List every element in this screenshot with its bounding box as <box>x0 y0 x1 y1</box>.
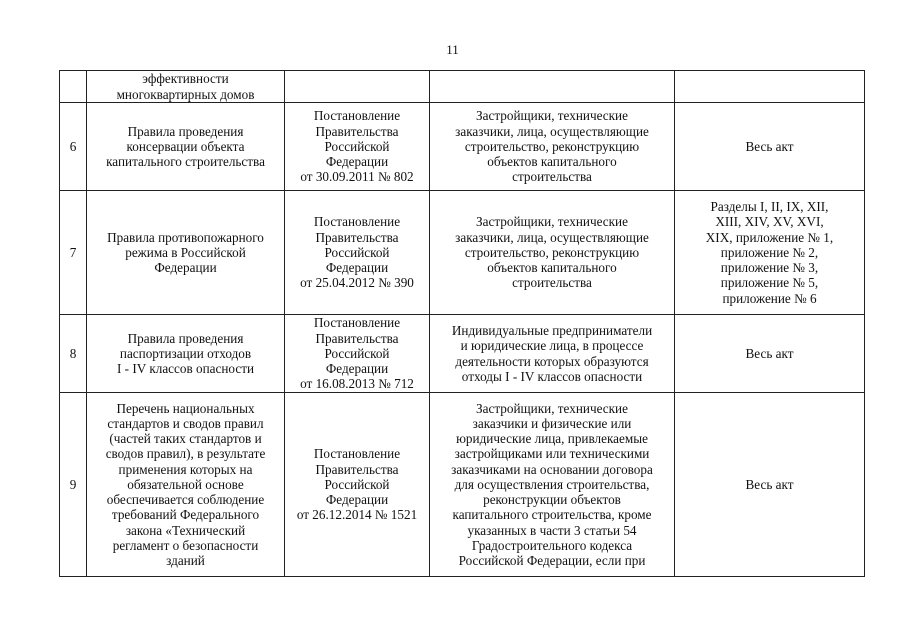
table-row <box>60 191 865 315</box>
row-number-cell: 7 <box>60 191 87 315</box>
cell-text-line: Застройщики, технические <box>476 108 628 124</box>
cell-text-line: капитального строительства <box>106 154 265 170</box>
cell-text-line: режима в Российской <box>125 244 246 260</box>
legal-act-cell <box>285 393 430 577</box>
cell-text-line: сводов правил), в результате <box>105 446 266 462</box>
cell-text-line: строительства <box>512 169 592 185</box>
cell-text-line: Правила противопожарного <box>107 229 264 245</box>
cell-text-line: Весь акт <box>745 138 794 154</box>
obliged-subjects-cell <box>430 103 675 191</box>
cell-text-line: заказчики, лица, осуществляющие <box>455 123 649 139</box>
legal-act-cell <box>285 103 430 191</box>
cell-text-line: отходы I - IV классов опасности <box>461 368 643 384</box>
cell-text-line: Градостроительного кодекса <box>471 537 633 553</box>
cell-text-line: Правила проведения <box>127 330 244 346</box>
cell-text-line: Весь акт <box>745 345 794 361</box>
cell-text-line: от 16.08.2013 № 712 <box>300 376 414 392</box>
cell-text-line: Российской <box>324 476 390 492</box>
cell-text-line: приложение № 3, <box>720 260 819 276</box>
document-name-cell <box>87 71 285 103</box>
cell-text-line: Федерации <box>154 260 217 276</box>
cell-text-line: Индивидуальные предприниматели <box>451 323 653 339</box>
cell-text-line: Разделы I, II, IX, XII, <box>710 199 829 215</box>
cell-text-line: (частей таких стандартов и <box>109 431 262 447</box>
cell-text-line: от 30.09.2011 № 802 <box>300 169 414 185</box>
cell-text-line: Постановление <box>313 446 401 462</box>
document-name-cell <box>87 393 285 577</box>
legal-act-cell <box>285 71 430 103</box>
document-name-cell <box>87 315 285 393</box>
obliged-subjects-cell <box>430 191 675 315</box>
cell-text-line: Правительства <box>315 330 399 346</box>
cell-text-line: объектов капитального <box>487 154 617 170</box>
scope-cell <box>675 103 865 191</box>
row-number-cell: 9 <box>60 393 87 577</box>
cell-text-line: строительство, реконструкцию <box>464 244 640 260</box>
cell-text-line: заказчики и физические или <box>472 416 632 432</box>
document-name-cell <box>87 191 285 315</box>
cell-text-line: Весь акт <box>745 476 794 492</box>
cell-text-line: Российской Федерации, если при <box>458 552 646 568</box>
cell-text-line: и юридические лица, в процессе <box>460 338 644 354</box>
cell-text-line: закона «Технический <box>125 522 246 538</box>
cell-text-line: зданий <box>166 552 205 568</box>
cell-text-line: XIX, приложение № 1, <box>705 229 834 245</box>
cell-text-line: приложение № 5, <box>720 275 819 291</box>
cell-text-line: деятельности которых образуются <box>455 353 649 369</box>
row-number-cell <box>60 71 87 103</box>
cell-text-line: строительство, реконструкцию <box>464 138 640 154</box>
cell-text-line: объектов капитального <box>487 260 617 276</box>
scope-cell <box>675 191 865 315</box>
scope-cell <box>675 393 865 577</box>
obliged-subjects-cell <box>430 393 675 577</box>
cell-text-line: от 25.04.2012 № 390 <box>300 275 414 291</box>
cell-text-line: Правила проведения <box>127 123 244 139</box>
cell-text-line: Федерации <box>325 361 389 377</box>
cell-text-line: требований Федерального <box>111 507 260 523</box>
row-number-cell: 6 <box>60 103 87 191</box>
cell-text-line: Постановление <box>313 214 401 230</box>
cell-text-line: строительства <box>512 275 592 291</box>
table-row <box>60 315 865 393</box>
cell-text-line: Застройщики, технические <box>476 400 628 416</box>
legal-act-cell <box>285 315 430 393</box>
cell-text-line: приложение № 2, <box>720 244 819 260</box>
scope-cell <box>675 71 865 103</box>
cell-text-line: Федерации <box>325 154 389 170</box>
cell-text-line: заказчики, лица, осуществляющие <box>455 229 649 245</box>
cell-text-line: заказчиками на основании договора <box>451 461 653 477</box>
cell-text-line: Перечень национальных <box>116 400 255 416</box>
cell-text-line: консервации объекта <box>126 138 245 154</box>
legal-act-cell <box>285 191 430 315</box>
cell-text-line: Постановление <box>313 108 401 124</box>
obliged-subjects-cell <box>430 71 675 103</box>
cell-text-line: XIII, XIV, XV, XVI, <box>715 214 824 230</box>
cell-text-line: указанных в части 3 статьи 54 <box>467 522 637 538</box>
cell-text-line: Федерации <box>325 492 389 508</box>
cell-text-line: Российской <box>324 345 390 361</box>
cell-text-line: Правительства <box>315 461 399 477</box>
table-row <box>60 393 865 577</box>
obliged-subjects-cell <box>430 315 675 393</box>
cell-text-line: Правительства <box>315 123 399 139</box>
document-name-cell <box>87 103 285 191</box>
regulations-table <box>59 70 865 577</box>
cell-text-line: стандартов и сводов правил <box>107 416 264 432</box>
cell-text-line: Федерации <box>325 260 389 276</box>
cell-text-line: для осуществления строительства, <box>454 476 650 492</box>
row-number-cell: 8 <box>60 315 87 393</box>
cell-text-line: регламент о безопасности <box>112 537 259 553</box>
cell-text-line: многоквартирных домов <box>116 86 255 102</box>
cell-text-line: Российской <box>324 244 390 260</box>
cell-text-line: Постановление <box>313 315 401 331</box>
cell-text-line: реконструкции объектов <box>483 492 621 508</box>
table-row <box>60 71 865 103</box>
cell-text-line: обеспечивается соблюдение <box>106 492 265 508</box>
table-row <box>60 103 865 191</box>
cell-text-line: юридические лица, привлекаемые <box>456 431 648 447</box>
cell-text-line: от 26.12.2014 № 1521 <box>296 507 418 523</box>
cell-text-line: эффективности <box>142 71 229 87</box>
cell-text-line: Застройщики, технические <box>476 214 628 230</box>
cell-text-line: паспортизации отходов <box>119 345 252 361</box>
cell-text-line: капитального строительства, кроме <box>452 507 652 523</box>
page-number: 11 <box>446 42 459 57</box>
cell-text-line: обязательной основе <box>127 476 244 492</box>
cell-text-line: I - IV классов опасности <box>116 361 255 377</box>
cell-text-line: застройщиками или техническими <box>454 446 650 462</box>
cell-text-line: приложение № 6 <box>722 290 817 306</box>
scope-cell <box>675 315 865 393</box>
cell-text-line: применения которых на <box>118 461 253 477</box>
cell-text-line: Российской <box>324 138 390 154</box>
cell-text-line: Правительства <box>315 229 399 245</box>
